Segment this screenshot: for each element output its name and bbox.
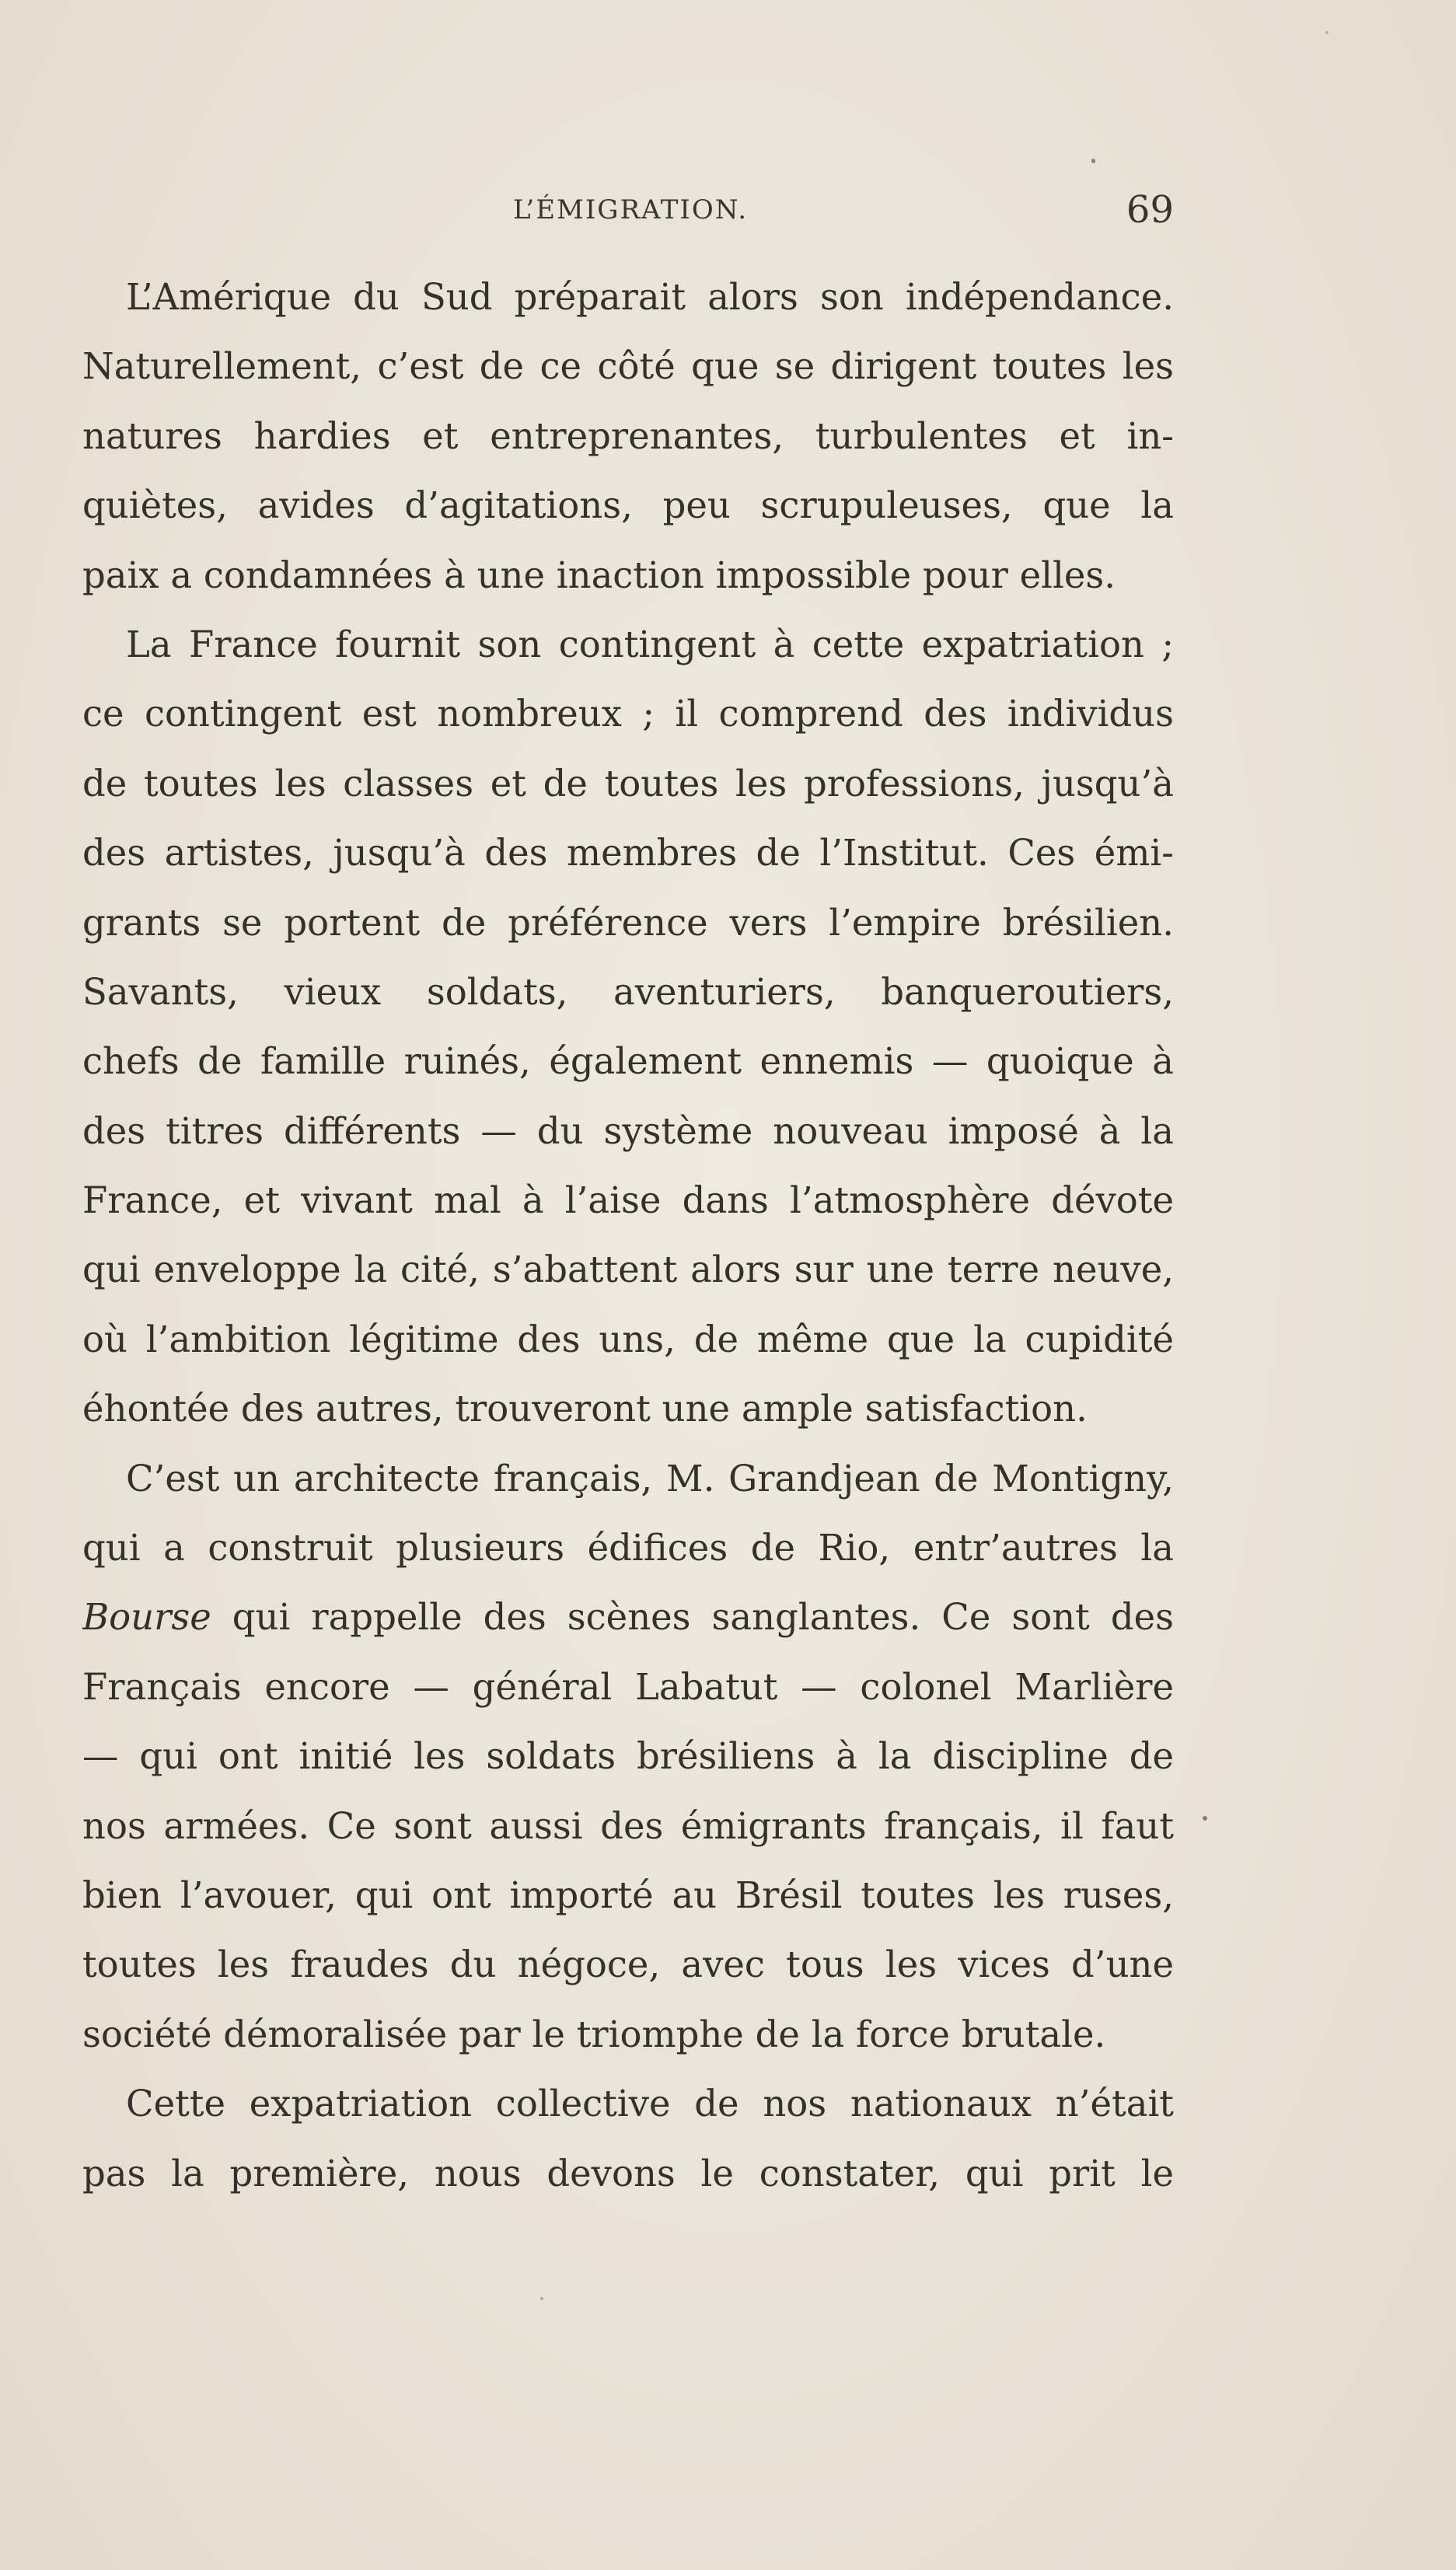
text-line: société démoralisée par le triomphe de la force brutale. xyxy=(82,2013,1106,2055)
text-line: des artistes, jusqu’à des membres de l’Institut. Ces émi- xyxy=(82,832,1174,875)
paper-speck xyxy=(540,2297,543,2300)
text-line: où l’ambition légitime des uns, de même que la cupidité xyxy=(82,1318,1174,1360)
text-line: bien l’avouer, qui ont importé au Brésil toutes les ruses, xyxy=(82,1873,1174,1916)
text-line: qui enveloppe la cité, s’abattent alors sur une terre neuve, xyxy=(82,1248,1174,1291)
text-line: La France fournit son contingent à cette expatriation ; xyxy=(126,623,1174,665)
text-line: toutes les fraudes du négoce, avec tous les vices d’une xyxy=(82,1943,1174,1986)
text-line: France, et vivant mal à l’aise dans l’atmosphère dévote xyxy=(82,1179,1174,1222)
text-line: ce contingent est nombreux ; il comprend des individus xyxy=(82,693,1174,735)
text-line: éhontée des autres, trouveront une ample satisfaction. xyxy=(82,1388,1088,1430)
text-line: — qui ont initié les soldats brésiliens à la discipline de xyxy=(82,1735,1174,1778)
text-line: chefs de famille ruinés, également ennemis — quoique à xyxy=(82,1040,1174,1083)
italic-word: Bourse xyxy=(82,1596,211,1639)
body-text xyxy=(82,263,1174,2209)
text-line: nos armées. Ce sont aussi des émigrants français, il faut xyxy=(82,1804,1174,1847)
paper-speck xyxy=(1325,31,1329,34)
text-line: L’Amérique du Sud préparait alors son indépendance. xyxy=(126,276,1174,318)
text-line: C’est un architecte français, M. Grandjean de Montigny, xyxy=(126,1457,1174,1500)
text-line: Français encore — général Labatut — colonel Marlière xyxy=(82,1665,1174,1708)
text-line: paix a condamnées à une inaction impossible pour elles. xyxy=(82,553,1116,596)
text-line: grants se portent de préférence vers l’empire brésilien. xyxy=(82,901,1174,944)
text-line: pas la première, nous devons le constater, qui prit le xyxy=(82,2152,1174,2195)
paper-speck xyxy=(1203,1816,1207,1821)
text-line: natures hardies et entreprenantes, turbulentes et in- xyxy=(82,414,1174,457)
text-line: qui a construit plusieurs édifices de Rio, entr’autres la xyxy=(82,1527,1174,1570)
text-line: des titres différents — du système nouveau imposé à la xyxy=(82,1109,1174,1152)
text-line: quiètes, avides d’agitations, peu scrupuleuses, que la xyxy=(82,484,1174,527)
text-line: Naturellement, c’est de ce côté que se dirigent toutes les xyxy=(82,345,1174,388)
text-line xyxy=(82,1583,1174,1652)
text-line-rest: qui rappelle des scènes sanglantes. Ce sont des xyxy=(232,1596,1174,1639)
running-head xyxy=(84,188,1172,243)
text-line: de toutes les classes et de toutes les professions, jusqu’à xyxy=(82,762,1174,805)
running-title: L’ÉMIGRATION. xyxy=(513,194,749,225)
text-line: Savants, vieux soldats, aventuriers, banqueroutiers, xyxy=(82,970,1174,1013)
page-number: 69 xyxy=(1126,188,1174,232)
paper-speck xyxy=(1091,159,1095,163)
text-line: Cette expatriation collective de nos nationaux n’était xyxy=(126,2083,1174,2125)
